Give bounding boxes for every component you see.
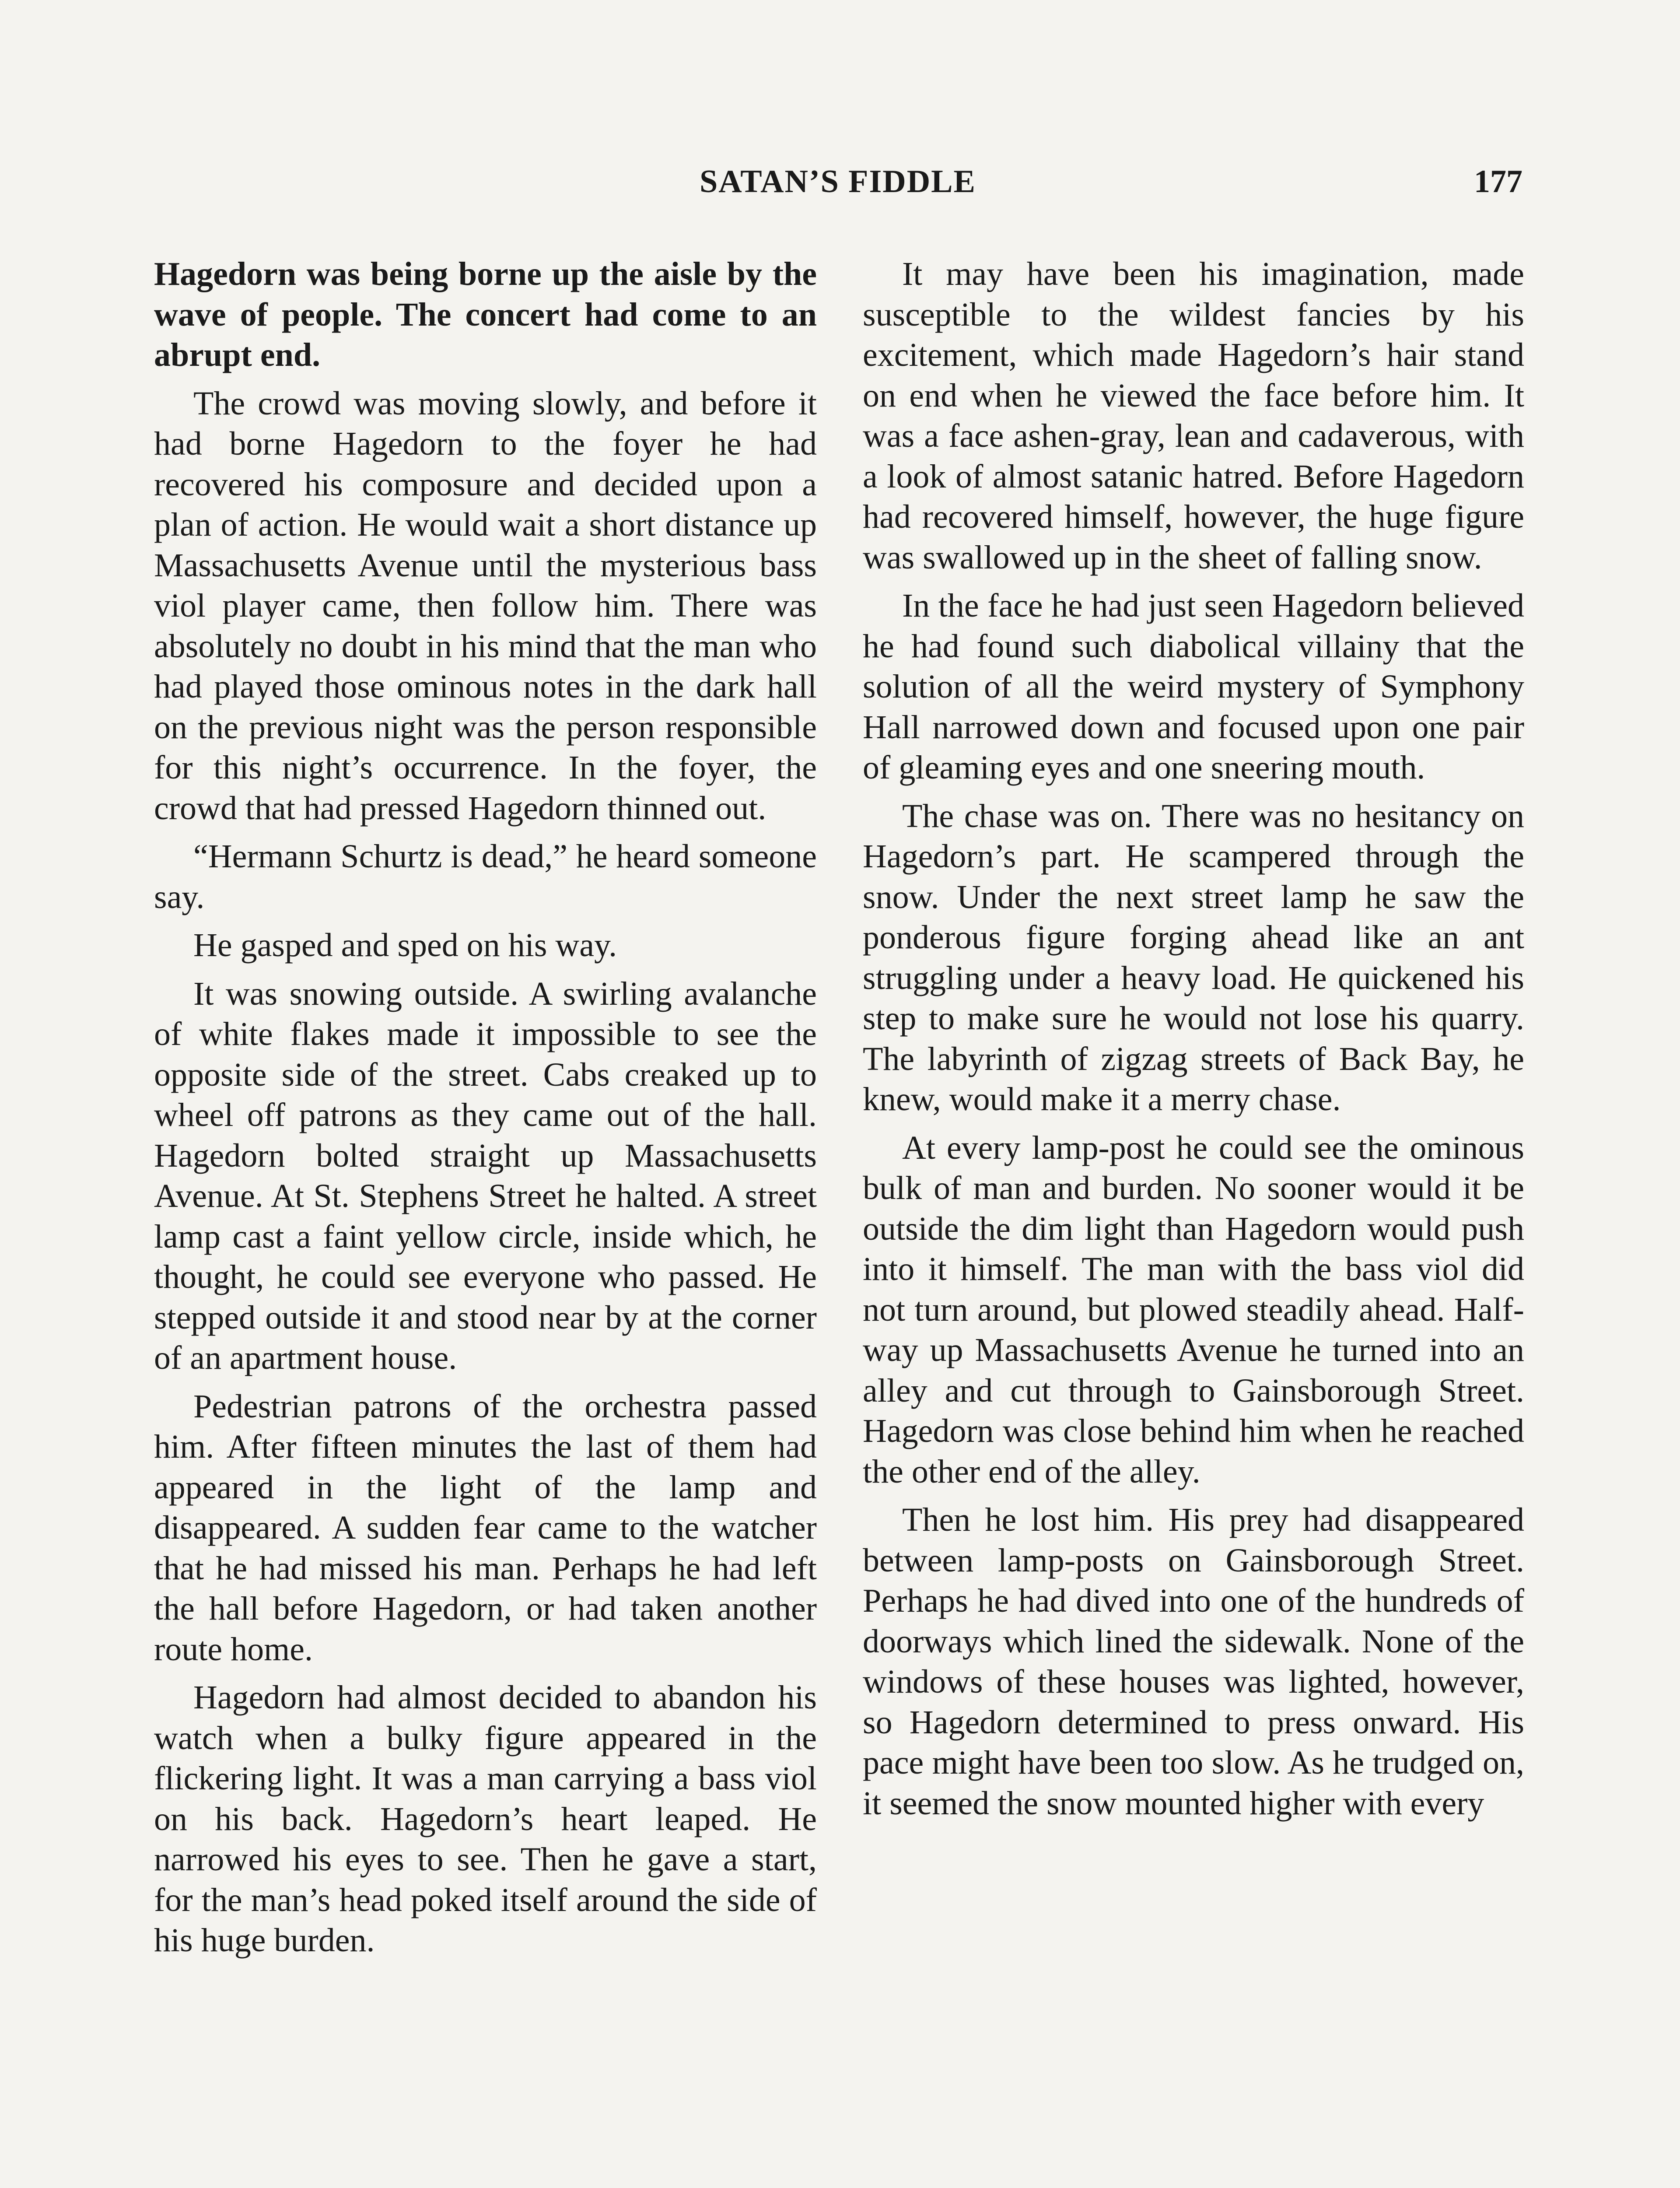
paragraph: Pedestrian patrons of the orchestra passed him. After fifteen minutes the last of them had appeared in the light of the lamp and disappeared. A sudden fear came to the watcher that he had missed his man. Perhaps he had left the hall before Hagedorn, or had taken another route home. (154, 1388, 817, 1668)
paragraph: Hagedorn was being borne up the aisle by the wave of people. The concert had come to an abrupt end. (154, 256, 817, 373)
paragraph: The chase was on. There was no hesitancy on Hagedorn’s part. He scampered through the snow. Under the next street lamp he saw the ponderous figure forging ahead like an ant struggling under a heavy load. He quickened his step to make sure he would not lose his quarry. The labyrinth of zigzag streets of Back Bay, he knew, would make it a merry chase. (863, 797, 1524, 1118)
paragraph: In the face he had just seen Hagedorn believed he had found such diabolical villainy that the solution of all the weird mystery of Symphony Hall narrowed down and focused upon one pair of gleaming eyes and one sneering mouth. (863, 587, 1524, 786)
left-column (154, 254, 817, 1969)
paragraph: The crowd was moving slowly, and before it had borne Hagedorn to the foyer he had recovered his composure and decided upon a plan of action. He would wait a short distance up Massachusetts Avenue until the mysterious bass viol player came, then follow him. There was absolutely no doubt in his mind that the man who had played those ominous notes in the dark hall on the previous night was the person responsible for this night’s occurrence. In the foyer, the crowd that had pressed Hagedorn thinned out. (154, 385, 817, 827)
page-number: 177 (1474, 164, 1522, 200)
paragraph: It was snowing outside. A swirling avalanche of white flakes made it impossible to see the opposite side of the street. Cabs creaked up to wheel off patrons as they came out of the hall. Hagedorn bolted straight up Massachusetts Avenue. At St. Stephens Street he halted. A street lamp cast a faint yellow circle, inside which, he thought, he could see everyone who passed. He stepped outside it and stood near by at the corner of an apartment house. (154, 975, 817, 1376)
paragraph: Then he lost him. His prey had disappeared between lamp-posts on Gainsborough Street. Perhaps he had dived into one of the hundreds of doorways which lined the sidewalk. None of the windows of these houses was lighted, however, so Hagedorn determined to press onward. His pace might have been too slow. As he trudged on, it seemed the snow mounted higher with every (863, 1501, 1524, 1822)
page-title: SATAN’S FIDDLE (700, 164, 976, 200)
paragraph: Hagedorn had almost decided to abandon his watch when a bulky figure appeared in the flickering light. It was a man carrying a bass viol on his back. Hagedorn’s heart leaped. He narrowed his eyes to see. Then he gave a start, for the man’s head poked itself around the side of his huge burden. (154, 1679, 817, 1959)
paragraph: It may have been his imagination, made susceptible to the wildest fancies by his excitement, which made Hagedorn’s hair stand on end when he viewed the face before him. It was a face ashen-gray, lean and cadaverous, with a look of almost satanic hatred. Before Hagedorn had recovered himself, however, the huge figure was swallowed up in the sheet of falling snow. (863, 256, 1524, 576)
paragraph: “Hermann Schurtz is dead,” he heard someone say. (154, 838, 817, 915)
running-head (153, 160, 1522, 203)
right-column (863, 254, 1524, 1831)
paragraph: At every lamp-post he could see the ominous bulk of man and burden. No sooner would it be outside the dim light than Hagedorn would push into it himself. The man with the bass viol did not turn around, but plowed steadily ahead. Half-way up Massachusetts Avenue he turned into an alley and cut through to Gainsborough Street. Hagedorn was close behind him when he reached the other end of the alley. (863, 1129, 1524, 1490)
paragraph: He gasped and sped on his way. (193, 927, 617, 964)
